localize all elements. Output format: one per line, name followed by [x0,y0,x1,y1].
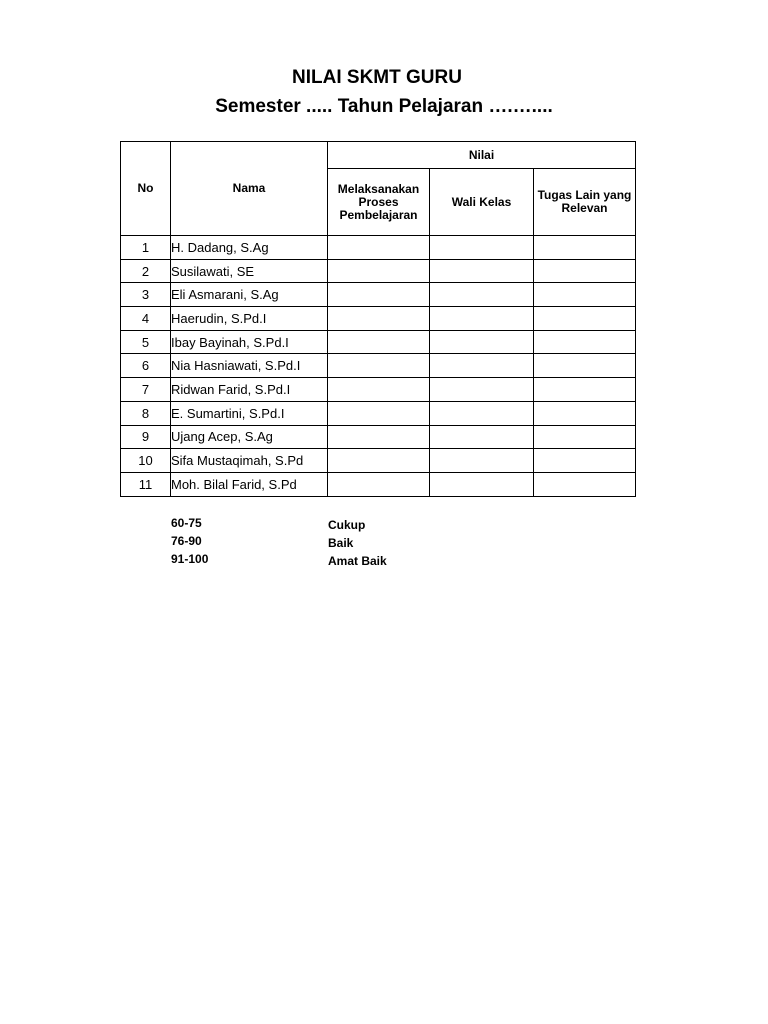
table-row [121,236,636,260]
other-duties-score-cell [534,283,636,307]
table-row [121,449,636,473]
table-row [121,472,636,496]
table-row [121,401,636,425]
table-row [121,259,636,283]
legend-range: 91-100 [171,552,209,566]
teaching-score-cell [328,472,430,496]
row-number-cell: 10 [121,449,171,473]
row-number-cell: 7 [121,378,171,402]
teacher-name-cell: E. Sumartini, S.Pd.I [171,401,328,425]
row-number-cell: 11 [121,472,171,496]
teacher-name-cell: Sifa Mustaqimah, S.Pd [171,449,328,473]
column-group-header-nilai: Nilai [328,142,636,169]
legend-range: 76-90 [171,534,202,548]
other-duties-score-cell [534,425,636,449]
legend-label: Baik [328,536,354,550]
row-number-cell: 4 [121,307,171,331]
column-header-teaching: Melaksanakan Proses Pembelajaran [328,169,430,236]
other-duties-score-cell [534,449,636,473]
teaching-score-cell [328,354,430,378]
homeroom-score-cell [430,283,534,307]
teaching-score-cell [328,378,430,402]
legend-range: 60-75 [171,516,202,530]
homeroom-score-cell [430,354,534,378]
homeroom-score-cell [430,449,534,473]
teaching-score-cell [328,307,430,331]
other-duties-score-cell [534,259,636,283]
table-row [121,307,636,331]
other-duties-score-cell [534,307,636,331]
table-row [121,425,636,449]
homeroom-score-cell [430,330,534,354]
homeroom-score-cell [430,307,534,331]
other-duties-score-cell [534,401,636,425]
teacher-name-cell: Eli Asmarani, S.Ag [171,283,328,307]
teacher-name-cell: Ridwan Farid, S.Pd.I [171,378,328,402]
legend-label: Amat Baik [328,554,387,568]
homeroom-score-cell [430,378,534,402]
document-subtitle: Semester ..... Tahun Pelajaran ….….... [215,96,553,117]
table-row [121,330,636,354]
document-title: NILAI SKMT GURU [292,67,462,88]
legend-range-column [171,514,208,568]
homeroom-score-cell [430,401,534,425]
row-number-cell: 5 [121,330,171,354]
other-duties-score-cell [534,378,636,402]
teacher-name-cell: Susilawati, SE [171,259,328,283]
homeroom-score-cell [430,236,534,260]
homeroom-score-cell [430,425,534,449]
homeroom-score-cell [430,259,534,283]
other-duties-score-cell [534,330,636,354]
row-number-cell: 6 [121,354,171,378]
table-header-row [121,142,636,169]
column-header-other-duties: Tugas Lain yang Relevan [534,169,636,236]
teacher-name-cell: Ujang Acep, S.Ag [171,425,328,449]
row-number-cell: 9 [121,425,171,449]
teaching-score-cell [328,401,430,425]
row-number-cell: 2 [121,259,171,283]
table-body [121,236,636,497]
table-row [121,378,636,402]
teaching-score-cell [328,425,430,449]
row-number-cell: 3 [121,283,171,307]
other-duties-score-cell [534,472,636,496]
legend-label-column [328,516,387,570]
row-number-cell: 1 [121,236,171,260]
teaching-score-cell [328,259,430,283]
teacher-name-cell: Haerudin, S.Pd.I [171,307,328,331]
table-row [121,283,636,307]
grades-table [120,141,636,497]
teaching-score-cell [328,449,430,473]
row-number-cell: 8 [121,401,171,425]
column-header-no: No [121,142,171,236]
legend-label: Cukup [328,518,366,532]
teaching-score-cell [328,330,430,354]
teacher-name-cell: H. Dadang, S.Ag [171,236,328,260]
teaching-score-cell [328,283,430,307]
column-header-homeroom: Wali Kelas [430,169,534,236]
teacher-name-cell: Nia Hasniawati, S.Pd.I [171,354,328,378]
homeroom-score-cell [430,472,534,496]
column-header-name: Nama [171,142,328,236]
other-duties-score-cell [534,236,636,260]
table-row [121,354,636,378]
teaching-score-cell [328,236,430,260]
teacher-name-cell: Ibay Bayinah, S.Pd.I [171,330,328,354]
teacher-name-cell: Moh. Bilal Farid, S.Pd [171,472,328,496]
other-duties-score-cell [534,354,636,378]
